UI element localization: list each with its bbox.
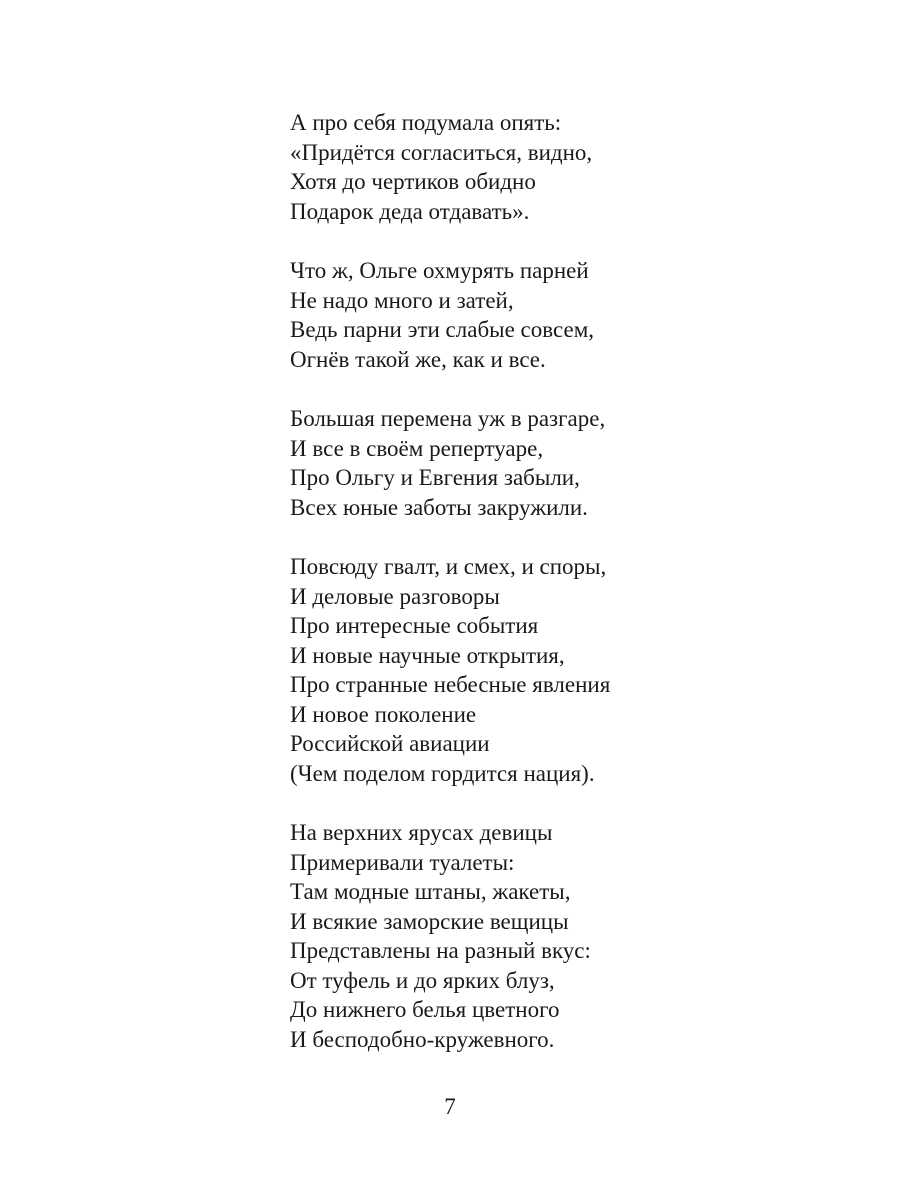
poem-line: Российской авиации bbox=[290, 731, 490, 756]
poem-line: (Чем поделом гордится нация). bbox=[290, 760, 595, 786]
poem-line: И деловые разговоры bbox=[290, 583, 500, 609]
poem-line: Хотя до чертиков обидно bbox=[290, 169, 536, 194]
poem-line: А про себя подумала опять: bbox=[290, 110, 562, 135]
poem-line: И всякие заморские вещицы bbox=[290, 908, 569, 934]
stanza-3 bbox=[290, 404, 850, 522]
poem-line: Что ж, Ольге охмурять парней bbox=[290, 258, 589, 283]
poem-line: Повсюду гвалт, и смех, и споры, bbox=[290, 554, 607, 579]
poem-line: Большая перемена уж в разгаре, bbox=[290, 406, 606, 431]
poem-line: Ведь парни эти слабые совсем, bbox=[290, 317, 594, 342]
poem-line: И новые научные открытия, bbox=[290, 642, 565, 668]
poem-line: И бесподобно-кружевного. bbox=[290, 1026, 555, 1052]
poem-body bbox=[290, 108, 850, 1084]
poem-line: Подарок деда отдавать». bbox=[290, 198, 530, 224]
poem-line: Примеривали туалеты: bbox=[290, 849, 515, 875]
poem-line: Всех юные заботы закружили. bbox=[290, 494, 588, 520]
poem-line: От туфель и до ярких блуз, bbox=[290, 967, 555, 993]
poem-line: До нижнего белья цветного bbox=[290, 997, 560, 1022]
poem-line: На верхних ярусах девицы bbox=[290, 820, 553, 845]
poem-line: Про Ольгу и Евгения забыли, bbox=[290, 465, 580, 490]
stanza-4 bbox=[290, 552, 850, 788]
stanza-2 bbox=[290, 256, 850, 374]
stanza-1 bbox=[290, 108, 850, 226]
stanza-5 bbox=[290, 818, 850, 1054]
poem-line: Про странные небесные явления bbox=[290, 672, 611, 697]
poem-line: И все в своём репертуаре, bbox=[290, 435, 544, 461]
poem-line: Не надо много и затей, bbox=[290, 287, 514, 313]
poem-line: Про интересные события bbox=[290, 613, 539, 638]
poem-line: И новое поколение bbox=[290, 701, 477, 727]
poem-line: «Придётся согласиться, видно, bbox=[290, 139, 593, 165]
poem-line: Огнёв такой же, как и все. bbox=[290, 346, 546, 372]
page-number: 7 bbox=[444, 1094, 456, 1119]
poem-line: Представлены на разный вкус: bbox=[290, 938, 591, 963]
poem-line: Там модные штаны, жакеты, bbox=[290, 879, 571, 904]
